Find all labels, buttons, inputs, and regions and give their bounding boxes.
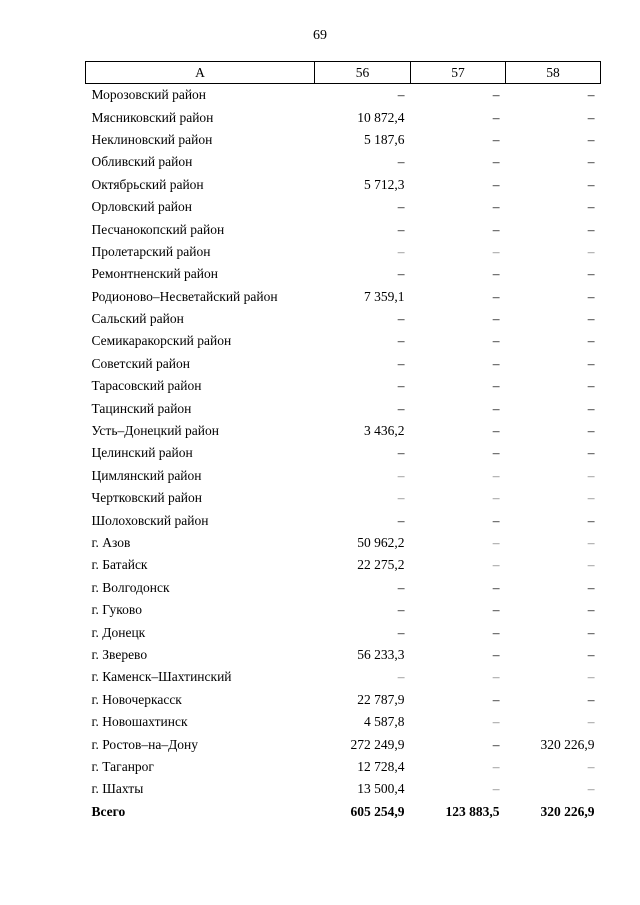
row-name-cell: Родионово–Несветайский район (91, 288, 278, 304)
row-name-cell: г. Каменск–Шахтинский (91, 669, 232, 685)
row-value-57-cell: – (492, 557, 500, 573)
row-value-56-cell: 22 787,9 (357, 691, 405, 707)
table-row (86, 465, 601, 487)
table-row (86, 218, 601, 240)
row-value-57-cell: – (492, 467, 500, 483)
row-value-56-cell: 4 587,8 (364, 714, 405, 730)
row-name-cell: г. Новочеркасск (91, 691, 182, 707)
table-row (86, 174, 601, 196)
table-header-row (86, 62, 601, 84)
total-value-58-cell: 320 226,9 (540, 803, 595, 819)
row-value-58-cell: – (587, 624, 595, 640)
table-row (86, 733, 601, 755)
row-value-58-cell: 320 226,9 (540, 736, 595, 752)
table-row (86, 397, 601, 419)
row-value-56-cell: 50 962,2 (357, 535, 405, 550)
row-name-cell: Неклиновский район (91, 131, 213, 147)
row-value-57-cell: – (492, 87, 500, 103)
row-value-58-cell: – (587, 221, 595, 237)
row-value-58-cell: – (587, 691, 595, 707)
page-number: 69 (313, 28, 327, 43)
row-value-56-cell: – (397, 669, 405, 685)
row-name-cell: г. Донецк (91, 624, 146, 640)
row-name-cell: Семикаракорский район (91, 333, 232, 349)
table-row (86, 442, 601, 464)
row-value-57-cell: – (492, 714, 500, 730)
row-name-cell: Цимлянский район (91, 467, 202, 483)
row-value-57-cell: – (492, 131, 500, 147)
table-row (86, 644, 601, 666)
row-value-57-cell: – (492, 691, 500, 707)
table-row (86, 420, 601, 442)
row-value-58-cell: – (587, 758, 595, 774)
row-value-56-cell: – (397, 199, 405, 215)
row-value-58-cell: – (587, 333, 595, 349)
row-value-58-cell: – (587, 646, 595, 662)
row-name-cell: Орловский район (91, 199, 192, 215)
table-row (86, 241, 601, 263)
row-value-56-cell: 22 275,2 (357, 557, 405, 573)
row-value-58-cell: – (587, 490, 595, 506)
row-value-56-cell: – (397, 333, 405, 349)
row-value-56-cell: 10 872,4 (357, 109, 405, 125)
table-row (86, 711, 601, 733)
row-value-58-cell: – (587, 378, 595, 394)
row-name-cell: Песчанокопский район (91, 221, 225, 237)
row-value-56-cell: 5 187,6 (364, 131, 405, 147)
row-value-57-cell: – (492, 490, 500, 506)
header-cell-56: 56 (315, 62, 411, 84)
row-value-58-cell: – (587, 311, 595, 327)
row-value-58-cell: – (587, 266, 595, 282)
row-value-56-cell: 3 436,2 (364, 423, 405, 439)
row-value-57-cell: – (492, 624, 500, 640)
table-row (86, 106, 601, 128)
table-row (86, 129, 601, 151)
row-name-cell: Советский район (91, 355, 190, 371)
row-value-57-cell: – (492, 512, 500, 528)
data-table-container (85, 61, 600, 823)
row-value-58-cell: – (587, 669, 595, 685)
row-value-57-cell: – (492, 535, 500, 550)
row-name-cell: Тацинский район (91, 400, 192, 416)
row-value-57-cell: – (492, 333, 500, 349)
row-value-58-cell: – (587, 467, 595, 483)
row-value-58-cell: – (587, 355, 595, 371)
row-name-cell: Тарасовский район (91, 378, 202, 394)
row-name-cell: г. Шахты (91, 781, 144, 797)
row-value-57-cell: – (492, 579, 500, 595)
row-value-56-cell: – (397, 243, 405, 259)
row-value-57-cell: – (492, 221, 500, 237)
table-row (86, 778, 601, 800)
row-name-cell: г. Гуково (91, 602, 142, 618)
table-row (86, 689, 601, 711)
row-value-57-cell: – (492, 266, 500, 282)
table-row (86, 509, 601, 531)
total-label-cell: Всего (91, 803, 126, 819)
row-value-57-cell: – (492, 669, 500, 685)
row-value-58-cell: – (587, 714, 595, 730)
row-value-58-cell: – (587, 288, 595, 304)
table-row (86, 599, 601, 621)
row-value-57-cell: – (492, 355, 500, 371)
row-value-57-cell: – (492, 311, 500, 327)
row-value-56-cell: – (397, 512, 405, 528)
table-row (86, 666, 601, 688)
row-value-56-cell: – (397, 467, 405, 483)
row-value-58-cell: – (587, 423, 595, 439)
row-value-57-cell: – (492, 445, 500, 461)
row-value-57-cell: – (492, 176, 500, 192)
row-value-58-cell: – (587, 199, 595, 215)
header-cell-58: 58 (506, 62, 601, 84)
row-value-58-cell: – (587, 87, 595, 103)
row-value-57-cell: – (492, 199, 500, 215)
data-table (85, 61, 601, 823)
row-value-57-cell: – (492, 288, 500, 304)
row-value-56-cell: – (397, 355, 405, 371)
row-value-58-cell: – (587, 445, 595, 461)
row-name-cell: г. Батайск (91, 557, 148, 573)
row-name-cell: Шолоховский район (91, 512, 209, 528)
total-value-57-cell: 123 883,5 (445, 803, 500, 819)
table-row (86, 84, 601, 107)
row-value-58-cell: – (587, 176, 595, 192)
table-row (86, 375, 601, 397)
row-value-57-cell: – (492, 602, 500, 618)
row-value-57-cell: – (492, 154, 500, 170)
row-name-cell: Обливский район (91, 154, 193, 170)
row-value-58-cell: – (587, 602, 595, 618)
row-value-56-cell: 12 728,4 (357, 758, 405, 774)
row-name-cell: Целинский район (91, 445, 193, 461)
row-value-56-cell: – (397, 311, 405, 327)
row-value-56-cell: – (397, 154, 405, 170)
row-value-56-cell: – (397, 266, 405, 282)
row-name-cell: Усть–Донецкий район (91, 423, 219, 439)
table-row (86, 263, 601, 285)
row-value-57-cell: – (492, 758, 500, 774)
table-row (86, 577, 601, 599)
row-value-56-cell: 13 500,4 (357, 781, 405, 797)
table-body (86, 84, 601, 823)
table-row (86, 756, 601, 778)
row-name-cell: г. Азов (91, 535, 131, 550)
row-value-56-cell: – (397, 579, 405, 595)
table-row (86, 353, 601, 375)
table-row (86, 196, 601, 218)
row-value-56-cell: 56 233,3 (357, 646, 405, 662)
row-value-56-cell: 272 249,9 (350, 736, 405, 752)
row-value-58-cell: – (587, 154, 595, 170)
row-name-cell: Морозовский район (91, 87, 207, 103)
row-value-57-cell: – (492, 646, 500, 662)
table-row (86, 151, 601, 173)
row-name-cell: г. Зверево (91, 646, 148, 662)
header-cell-57: 57 (411, 62, 506, 84)
row-value-56-cell: 7 359,1 (364, 288, 405, 304)
row-name-cell: Октябрьский район (91, 176, 204, 192)
row-value-58-cell: – (587, 243, 595, 259)
row-value-56-cell: – (397, 490, 405, 506)
row-value-57-cell: – (492, 400, 500, 416)
row-value-58-cell: – (587, 781, 595, 797)
row-value-56-cell: – (397, 624, 405, 640)
row-name-cell: Пролетарский район (91, 243, 211, 259)
total-value-56-cell: 605 254,9 (350, 803, 405, 819)
table-row (86, 286, 601, 308)
row-value-58-cell: – (587, 512, 595, 528)
row-value-57-cell: – (492, 378, 500, 394)
row-value-56-cell: – (397, 445, 405, 461)
row-value-58-cell: – (587, 535, 595, 550)
table-row (86, 487, 601, 509)
header-cell-a: А (86, 62, 315, 84)
row-value-58-cell: – (587, 131, 595, 147)
table-row (86, 532, 601, 554)
row-value-56-cell: – (397, 221, 405, 237)
row-value-56-cell: – (397, 87, 405, 103)
row-value-56-cell: – (397, 602, 405, 618)
row-name-cell: Ремонтненский район (91, 266, 218, 282)
row-value-57-cell: – (492, 423, 500, 439)
row-value-58-cell: – (587, 579, 595, 595)
table-row (86, 554, 601, 576)
row-value-58-cell: – (587, 400, 595, 416)
table-total-row (86, 801, 601, 823)
row-value-58-cell: – (587, 557, 595, 573)
row-value-56-cell: 5 712,3 (364, 176, 405, 192)
table-row (86, 308, 601, 330)
row-name-cell: Чертковский район (91, 490, 202, 506)
row-value-56-cell: – (397, 400, 405, 416)
row-value-57-cell: – (492, 736, 500, 752)
row-name-cell: г. Таганрог (91, 758, 154, 774)
row-name-cell: г. Новошахтинск (91, 714, 188, 730)
row-value-57-cell: – (492, 243, 500, 259)
table-row (86, 330, 601, 352)
row-name-cell: г. Волгодонск (91, 579, 170, 595)
row-name-cell: г. Ростов–на–Дону (91, 736, 199, 752)
row-name-cell: Мясниковский район (91, 109, 214, 125)
table-row (86, 621, 601, 643)
row-value-58-cell: – (587, 109, 595, 125)
row-value-56-cell: – (397, 378, 405, 394)
row-value-57-cell: – (492, 109, 500, 125)
row-value-57-cell: – (492, 781, 500, 797)
row-name-cell: Сальский район (91, 311, 184, 327)
